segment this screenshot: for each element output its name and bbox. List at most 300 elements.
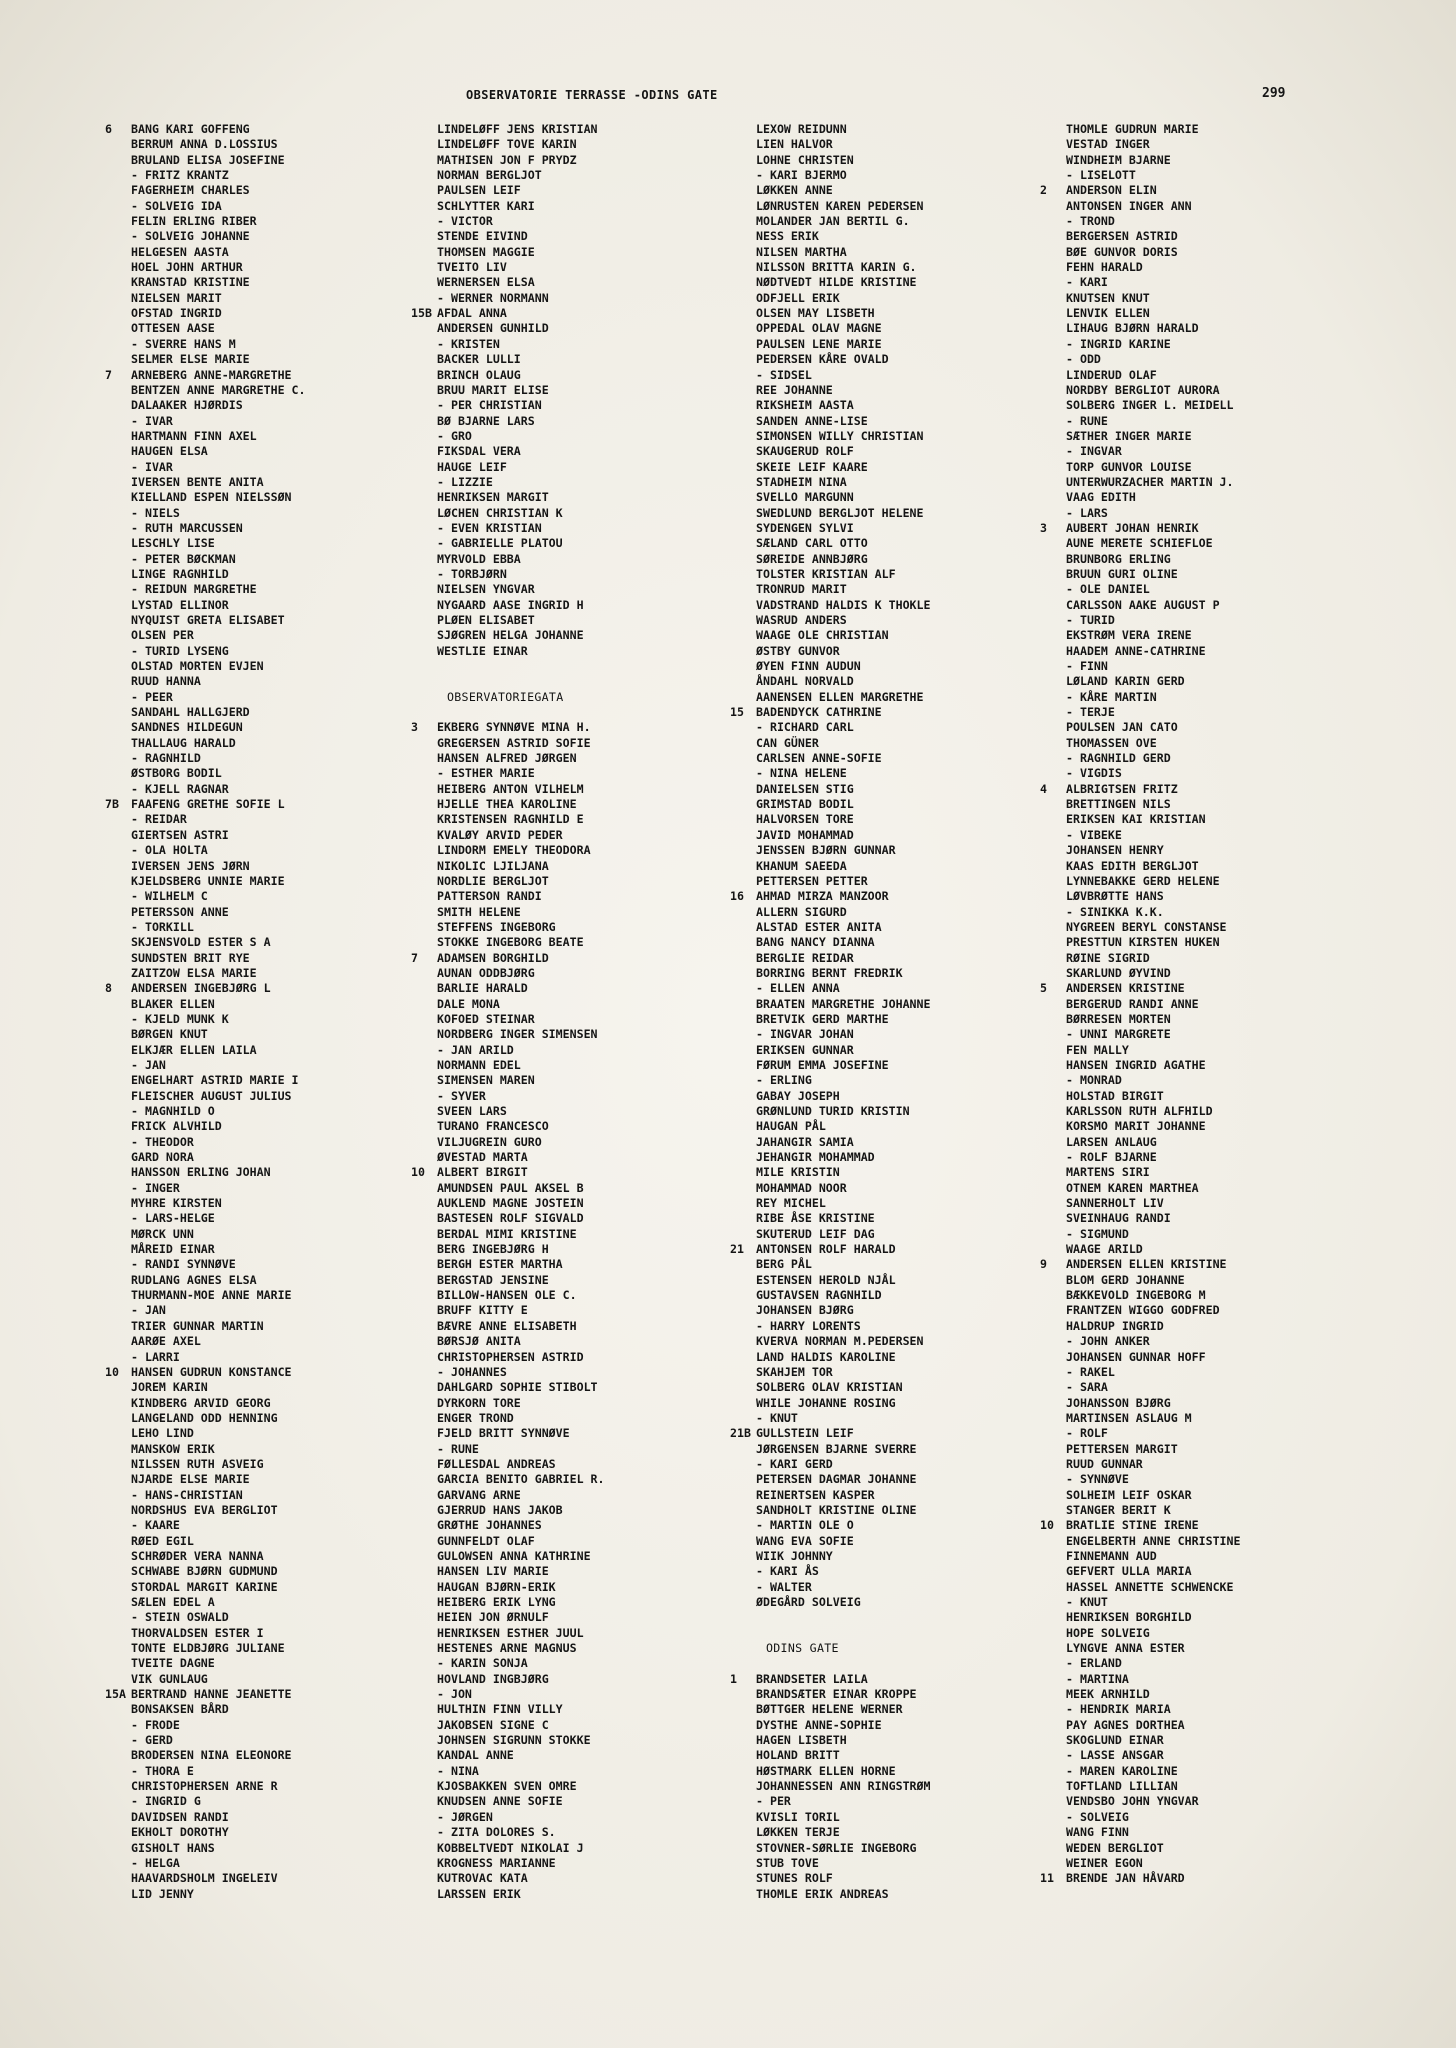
resident-name: ØYEN FINN AUDUN [756, 659, 861, 674]
directory-entry [105, 1181, 435, 1196]
resident-name: - KARI BJERMO [756, 168, 847, 183]
resident-name: ALBRIGTSEN FRITZ [1066, 781, 1178, 796]
directory-entry [730, 751, 1060, 766]
directory-entry [411, 1288, 741, 1303]
directory-entry [1040, 1089, 1370, 1104]
directory-entry [1040, 1242, 1370, 1257]
resident-name: HAGEN LISBETH [756, 1733, 847, 1748]
directory-entry [411, 1411, 741, 1426]
resident-name: OLSEN PER [131, 628, 194, 643]
directory-entry [411, 905, 741, 920]
directory-entry [105, 1043, 435, 1058]
resident-name: JAKOBSEN SIGNE C [437, 1717, 549, 1732]
directory-entry [730, 1211, 1060, 1226]
resident-name: - RUNE [437, 1441, 479, 1456]
directory-entry [105, 321, 435, 336]
resident-name: SOLHEIM LEIF OSKAR [1066, 1487, 1192, 1502]
resident-name: PETERSSON ANNE [131, 904, 229, 919]
directory-entry [105, 1595, 435, 1610]
resident-name: NIELSEN MARIT [131, 290, 222, 305]
resident-name: DALAAKER HJØRDIS [131, 398, 243, 413]
directory-entry [1040, 1518, 1370, 1533]
resident-name: STENDE EIVIND [437, 229, 528, 244]
directory-entry [411, 460, 741, 475]
directory-entry [411, 1841, 741, 1856]
directory-entry [1040, 214, 1370, 229]
resident-name: - KARI ÅS [756, 1564, 819, 1579]
directory-entry [411, 1365, 741, 1380]
resident-name: BADENDYCK CATHRINE [756, 705, 882, 720]
resident-name: ENGER TROND [437, 1410, 514, 1425]
directory-entry [411, 1089, 741, 1104]
resident-name: LYNGVE ANNA ESTER [1066, 1641, 1185, 1656]
resident-name: - REIDAR [131, 812, 187, 827]
directory-entry [1040, 321, 1370, 336]
directory-entry [730, 137, 1060, 152]
directory-entry [1040, 782, 1370, 797]
resident-name: HARTMANN FINN AXEL [131, 428, 257, 443]
directory-entry [411, 383, 741, 398]
resident-name: MYHRE KIRSTEN [131, 1196, 222, 1211]
directory-entry [1040, 460, 1370, 475]
resident-name: - FINN [1066, 659, 1108, 674]
resident-name: REINERTSEN KASPER [756, 1487, 875, 1502]
directory-entry [1040, 552, 1370, 567]
page-number: 299 [1262, 86, 1286, 101]
resident-name: MILE KRISTIN [756, 1165, 840, 1180]
resident-name: SOLBERG INGER L. MEIDELL [1066, 398, 1234, 413]
resident-name: BØTTGER HELENE WERNER [756, 1702, 903, 1717]
resident-name: BACKER LULLI [437, 352, 521, 367]
resident-name: ANDERSEN KRISTINE [1066, 981, 1185, 996]
directory-entry [105, 812, 435, 827]
directory-entry [105, 1365, 435, 1380]
directory-entry [105, 1472, 435, 1487]
directory-entry [1040, 1794, 1370, 1809]
directory-entry [1040, 275, 1370, 290]
directory-entry [730, 1488, 1060, 1503]
resident-name: HOPE SOLVEIG [1066, 1625, 1150, 1640]
street-heading [730, 1641, 1060, 1656]
directory-entry [105, 1334, 435, 1349]
resident-name: WEDEN BERGLIOT [1066, 1840, 1164, 1855]
resident-name: - MARTINA [1066, 1671, 1129, 1686]
directory-entry [730, 1380, 1060, 1395]
resident-name: LINDELØFF TOVE KARIN [437, 137, 577, 152]
directory-entry [730, 1242, 1060, 1257]
directory-entry [1040, 521, 1370, 536]
directory-entry [1040, 659, 1370, 674]
resident-name: SÆTHER INGER MARIE [1066, 428, 1192, 443]
directory-entry [730, 644, 1060, 659]
resident-name: UNTERWURZACHER MARTIN J. [1066, 474, 1234, 489]
directory-entry [1040, 490, 1370, 505]
directory-entry [411, 1779, 741, 1794]
directory-entry [1040, 337, 1370, 352]
resident-name: EKBERG SYNNØVE MINA H. [437, 720, 591, 735]
resident-name: BANG KARI GOFFENG [131, 122, 250, 136]
directory-entry [411, 1104, 741, 1119]
directory-entry [411, 1380, 741, 1395]
resident-name: LYNNEBAKKE GERD HELENE [1066, 873, 1220, 888]
directory-entry [1040, 1580, 1370, 1595]
resident-name: SCHWABE BJØRN GUDMUND [131, 1564, 278, 1579]
directory-entry [730, 1257, 1060, 1272]
resident-name: - PETER BØCKMAN [131, 551, 236, 566]
directory-entry [105, 782, 435, 797]
resident-name: DALE MONA [437, 996, 500, 1011]
directory-entry [730, 1043, 1060, 1058]
resident-name: SMITH HELENE [437, 904, 521, 919]
directory-entry [1040, 368, 1370, 383]
resident-name: SELMER ELSE MARIE [131, 352, 250, 367]
resident-name: STOKKE INGEBORG BEATE [437, 935, 584, 950]
resident-name: STUNES ROLF [756, 1871, 833, 1886]
directory-entry [1040, 1012, 1370, 1027]
directory-entry [730, 628, 1060, 643]
directory-entry [1040, 1718, 1370, 1733]
directory-entry [730, 1626, 1060, 1641]
directory-entry [105, 1810, 435, 1825]
resident-name: RØED EGIL [131, 1533, 194, 1548]
directory-entry [411, 736, 741, 751]
resident-name: LINGE RAGNHILD [131, 566, 229, 581]
directory-entry [1040, 1656, 1370, 1671]
directory-entry [411, 291, 741, 306]
resident-name: BÆVRE ANNE ELISABETH [437, 1318, 577, 1333]
resident-name: MOLANDER JAN BERTIL G. [756, 214, 910, 229]
directory-entry [730, 1702, 1060, 1717]
resident-name: - KRISTEN [437, 336, 500, 351]
directory-entry [411, 1503, 741, 1518]
resident-name: - OLA HOLTA [131, 843, 208, 858]
directory-entry [411, 199, 741, 214]
resident-name: BERGSTAD JENSINE [437, 1272, 549, 1287]
directory-entry [730, 874, 1060, 889]
directory-entry [730, 1150, 1060, 1165]
resident-name: GJERRUD HANS JAKOB [437, 1502, 563, 1517]
resident-name: HOLAND BRITT [756, 1748, 840, 1763]
directory-entry [1040, 905, 1370, 920]
directory-entry [411, 812, 741, 827]
resident-name: NORDBERG INGER SIMENSEN [437, 1027, 598, 1042]
resident-name: - KNUT [1066, 1595, 1108, 1609]
directory-entry [105, 552, 435, 567]
directory-entry [1040, 1181, 1370, 1196]
directory-entry [105, 368, 435, 383]
resident-name: LØKKEN TERJE [756, 1825, 840, 1840]
directory-entry [730, 1825, 1060, 1840]
resident-name: - NIELS [131, 505, 180, 520]
resident-name: LYSTAD ELLINOR [131, 597, 229, 612]
resident-name: OTTESEN AASE [131, 321, 215, 336]
directory-entry [411, 1687, 741, 1702]
directory-entry [105, 214, 435, 229]
directory-entry [730, 1319, 1060, 1334]
directory-entry [411, 1718, 741, 1733]
directory-entry [411, 552, 741, 567]
resident-name: PETERSEN DAGMAR JOHANNE [756, 1472, 917, 1487]
resident-name: NIELSEN YNGVAR [437, 582, 535, 597]
resident-name: MYRVOLD EBBA [437, 551, 521, 566]
directory-entry [730, 199, 1060, 214]
house-number: 21B [730, 1426, 751, 1441]
resident-name: - RANDI SYNNØVE [131, 1257, 236, 1272]
directory-entry [730, 1610, 1060, 1625]
directory-entry [730, 1165, 1060, 1180]
directory-entry [730, 1595, 1060, 1610]
directory-entry [1040, 1748, 1370, 1763]
directory-entry [1040, 567, 1370, 582]
page-header-title: OBSERVATORIE TERRASSE -ODINS GATE [466, 88, 718, 102]
directory-entry [730, 567, 1060, 582]
resident-name: DAHLGARD SOPHIE STIBOLT [437, 1380, 598, 1395]
resident-name: GUSTAVSEN RAGNHILD [756, 1288, 882, 1303]
directory-entry [1040, 766, 1370, 781]
directory-entry [1040, 475, 1370, 490]
directory-entry [105, 1626, 435, 1641]
directory-entry [730, 214, 1060, 229]
street-heading [411, 690, 741, 705]
directory-entry [730, 368, 1060, 383]
resident-name: ODFJELL ERIK [756, 290, 840, 305]
resident-name: - MONRAD [1066, 1073, 1122, 1088]
house-number: 3 [1040, 520, 1047, 535]
resident-name: JOHANSSON BJØRG [1066, 1395, 1171, 1410]
resident-name: HENRIKSEN ESTHER JUUL [437, 1625, 584, 1640]
directory-entry [411, 1211, 741, 1226]
resident-name: LESCHLY LISE [131, 536, 215, 551]
resident-name: STANGER BERIT K [1066, 1502, 1171, 1517]
resident-name: STADHEIM NINA [756, 474, 847, 489]
directory-entry [1040, 859, 1370, 874]
directory-entry [411, 705, 741, 720]
resident-name: HALVORSEN TORE [756, 812, 854, 827]
directory-entry [105, 1779, 435, 1794]
resident-name: - HANS-CHRISTIAN [131, 1487, 243, 1502]
resident-name: - LARS [1066, 505, 1108, 520]
resident-name: - ROLF [1066, 1426, 1108, 1441]
resident-name: STOVNER-SØRLIE INGEBORG [756, 1840, 917, 1855]
directory-entry [730, 1794, 1060, 1809]
resident-name: PATTERSON RANDI [437, 889, 542, 904]
resident-name: KOFOED STEINAR [437, 1011, 535, 1026]
directory-entry [411, 521, 741, 536]
directory-entry [411, 506, 741, 521]
directory-entry [730, 291, 1060, 306]
directory-entry [105, 1518, 435, 1533]
directory-entry [730, 1549, 1060, 1564]
directory-entry [411, 1871, 741, 1886]
directory-entry [411, 828, 741, 843]
directory-entry [105, 506, 435, 521]
resident-name: LEHO LIND [131, 1426, 194, 1441]
directory-entry [105, 429, 435, 444]
directory-entry [105, 352, 435, 367]
directory-entry [1040, 168, 1370, 183]
resident-name: MEEK ARNHILD [1066, 1687, 1150, 1702]
resident-name: WHILE JOHANNE ROSING [756, 1395, 896, 1410]
resident-name: WAAGE OLE CHRISTIAN [756, 628, 889, 643]
directory-entry [730, 981, 1060, 996]
resident-name: - INGVAR JOHAN [756, 1027, 854, 1042]
resident-name: LID JENNY [131, 1886, 194, 1901]
resident-name: - ZITA DOLORES S. [437, 1825, 556, 1840]
house-number: 5 [1040, 981, 1047, 996]
resident-name: LINDERUD OLAF [1066, 367, 1157, 382]
resident-name: - WERNER NORMANN [437, 290, 549, 305]
directory-entry [1040, 444, 1370, 459]
house-number: 1 [730, 1671, 737, 1686]
house-number: 8 [105, 981, 112, 996]
resident-name: - UNNI MARGRETE [1066, 1027, 1171, 1042]
resident-name: - SINIKKA K.K. [1066, 904, 1164, 919]
resident-name: HAADEM ANNE-CATHRINE [1066, 643, 1206, 658]
resident-name: ADAMSEN BORGHILD [437, 950, 549, 965]
resident-name: TORP GUNVOR LOUISE [1066, 459, 1192, 474]
resident-name: - ODD [1066, 352, 1101, 367]
directory-entry [411, 859, 741, 874]
house-number: 2 [1040, 183, 1047, 198]
resident-name: SKOGLUND EINAR [1066, 1733, 1164, 1748]
resident-name: HOEL JOHN ARTHUR [131, 260, 243, 275]
resident-name: LØCHEN CHRISTIAN K [437, 505, 563, 520]
resident-name: LARSEN ANLAUG [1066, 1134, 1157, 1149]
resident-name: VAAG EDITH [1066, 490, 1136, 505]
resident-name: HAUGE LEIF [437, 459, 507, 474]
directory-entry [105, 1396, 435, 1411]
directory-entry [105, 168, 435, 183]
resident-name: BRATLIE STINE IRENE [1066, 1518, 1199, 1533]
directory-entry [1040, 429, 1370, 444]
resident-name: ZAITZOW ELSA MARIE [131, 965, 257, 980]
directory-entry [411, 1334, 741, 1349]
directory-entry [730, 1089, 1060, 1104]
directory-entry [105, 383, 435, 398]
directory-entry [1040, 1073, 1370, 1088]
resident-name: NYGREEN BERYL CONSTANSE [1066, 919, 1227, 934]
resident-name: OTNEM KAREN MARTHEA [1066, 1180, 1199, 1195]
directory-entry [411, 1764, 741, 1779]
resident-name: SKARLUND ØYVIND [1066, 965, 1171, 980]
resident-name: NJARDE ELSE MARIE [131, 1472, 250, 1487]
resident-name: JENSSEN BJØRN GUNNAR [756, 843, 896, 858]
resident-name: HANSEN GUDRUN KONSTANCE [131, 1364, 292, 1379]
directory-entry [730, 766, 1060, 781]
resident-name: NILSEN MARTHA [756, 244, 847, 259]
directory-entry [730, 1442, 1060, 1457]
directory-entry [730, 690, 1060, 705]
resident-name: NØDTVEDT HILDE KRISTINE [756, 275, 917, 290]
resident-name: THOMSEN MAGGIE [437, 244, 535, 259]
directory-entry [105, 245, 435, 260]
directory-entry [1040, 1027, 1370, 1042]
resident-name: - VIBEKE [1066, 827, 1122, 842]
directory-entry [105, 1672, 435, 1687]
resident-name: - HARRY LORENTS [756, 1318, 861, 1333]
resident-name: - GRO [437, 428, 472, 443]
resident-name: - RAKEL [1066, 1364, 1115, 1379]
directory-entry [105, 460, 435, 475]
directory-entry [411, 1472, 741, 1487]
resident-name: BERG INGEBJØRG H [437, 1242, 549, 1257]
resident-name: HAUGAN BJØRN-ERIK [437, 1579, 556, 1594]
resident-name: SKJENSVOLD ESTER S A [131, 935, 271, 950]
resident-name: KVISLI TORIL [756, 1809, 840, 1824]
resident-name: KARLSSON RUTH ALFHILD [1066, 1104, 1213, 1118]
directory-entry [730, 828, 1060, 843]
directory-entry [411, 1656, 741, 1671]
directory-entry [1040, 736, 1370, 751]
house-number: 15 [730, 705, 744, 720]
resident-name: BERRUM ANNA D.LOSSIUS [131, 137, 278, 152]
directory-entry [411, 1396, 741, 1411]
resident-name: ÅNDAHL NORVALD [756, 674, 854, 689]
resident-name: JAHANGIR SAMIA [756, 1134, 854, 1149]
directory-entry [730, 475, 1060, 490]
resident-name: SKAUGERUD ROLF [756, 444, 854, 459]
resident-name: - IVAR [131, 413, 173, 428]
resident-name: WEINER EGON [1066, 1855, 1143, 1870]
directory-entry [411, 1273, 741, 1288]
resident-name: HOVLAND INGBJØRG [437, 1671, 549, 1686]
resident-name: JOHANSEN GUNNAR HOFF [1066, 1349, 1206, 1364]
directory-entry [730, 1181, 1060, 1196]
resident-name: - JAN ARILD [437, 1042, 514, 1057]
resident-name: DYRKORN TORE [437, 1395, 521, 1410]
directory-entry [730, 122, 1060, 137]
directory-entry [411, 1027, 741, 1042]
directory-entry [105, 1488, 435, 1503]
resident-name: GARD NORA [131, 1150, 194, 1165]
resident-name: CARLSEN ANNE-SOFIE [756, 751, 882, 766]
resident-name: GRØTHE JOHANNES [437, 1518, 542, 1533]
house-number: 7B [105, 797, 119, 812]
directory-entry [411, 1825, 741, 1840]
directory-entry [411, 368, 741, 383]
resident-name: CHRISTOPHERSEN ASTRID [437, 1349, 584, 1364]
directory-entry [105, 1104, 435, 1119]
resident-name: JOHANSEN BJØRG [756, 1303, 854, 1318]
resident-name: EKHOLT DOROTHY [131, 1825, 229, 1840]
resident-name: FIKSDAL VERA [437, 444, 521, 459]
directory-entry [105, 690, 435, 705]
resident-name: GIERTSEN ASTRI [131, 827, 229, 842]
resident-name: WAAGE ARILD [1066, 1242, 1143, 1257]
resident-name: REY MICHEL [756, 1196, 826, 1211]
directory-entry [411, 122, 741, 137]
resident-name: SKAHJEM TOR [756, 1364, 833, 1379]
directory-entry [105, 1534, 435, 1549]
resident-name: PAULSEN LEIF [437, 183, 521, 198]
resident-name: - ELLEN ANNA [756, 981, 840, 996]
resident-name: - SYVER [437, 1088, 486, 1103]
directory-entry [105, 1426, 435, 1441]
directory-entry [1040, 1334, 1370, 1349]
directory-entry [411, 1426, 741, 1441]
resident-name: VESTAD INGER [1066, 137, 1150, 152]
resident-name: - SIDSEL [756, 367, 812, 382]
house-number: 4 [1040, 781, 1047, 796]
resident-name: - OLE DANIEL [1066, 582, 1150, 597]
resident-name: HOLSTAD BIRGIT [1066, 1088, 1164, 1103]
resident-name: AHMAD MIRZA MANZOOR [756, 889, 889, 904]
directory-entry [730, 1334, 1060, 1349]
directory-entry [1040, 1779, 1370, 1794]
directory-entry [730, 1534, 1060, 1549]
directory-entry [105, 1150, 435, 1165]
directory-entry [411, 275, 741, 290]
